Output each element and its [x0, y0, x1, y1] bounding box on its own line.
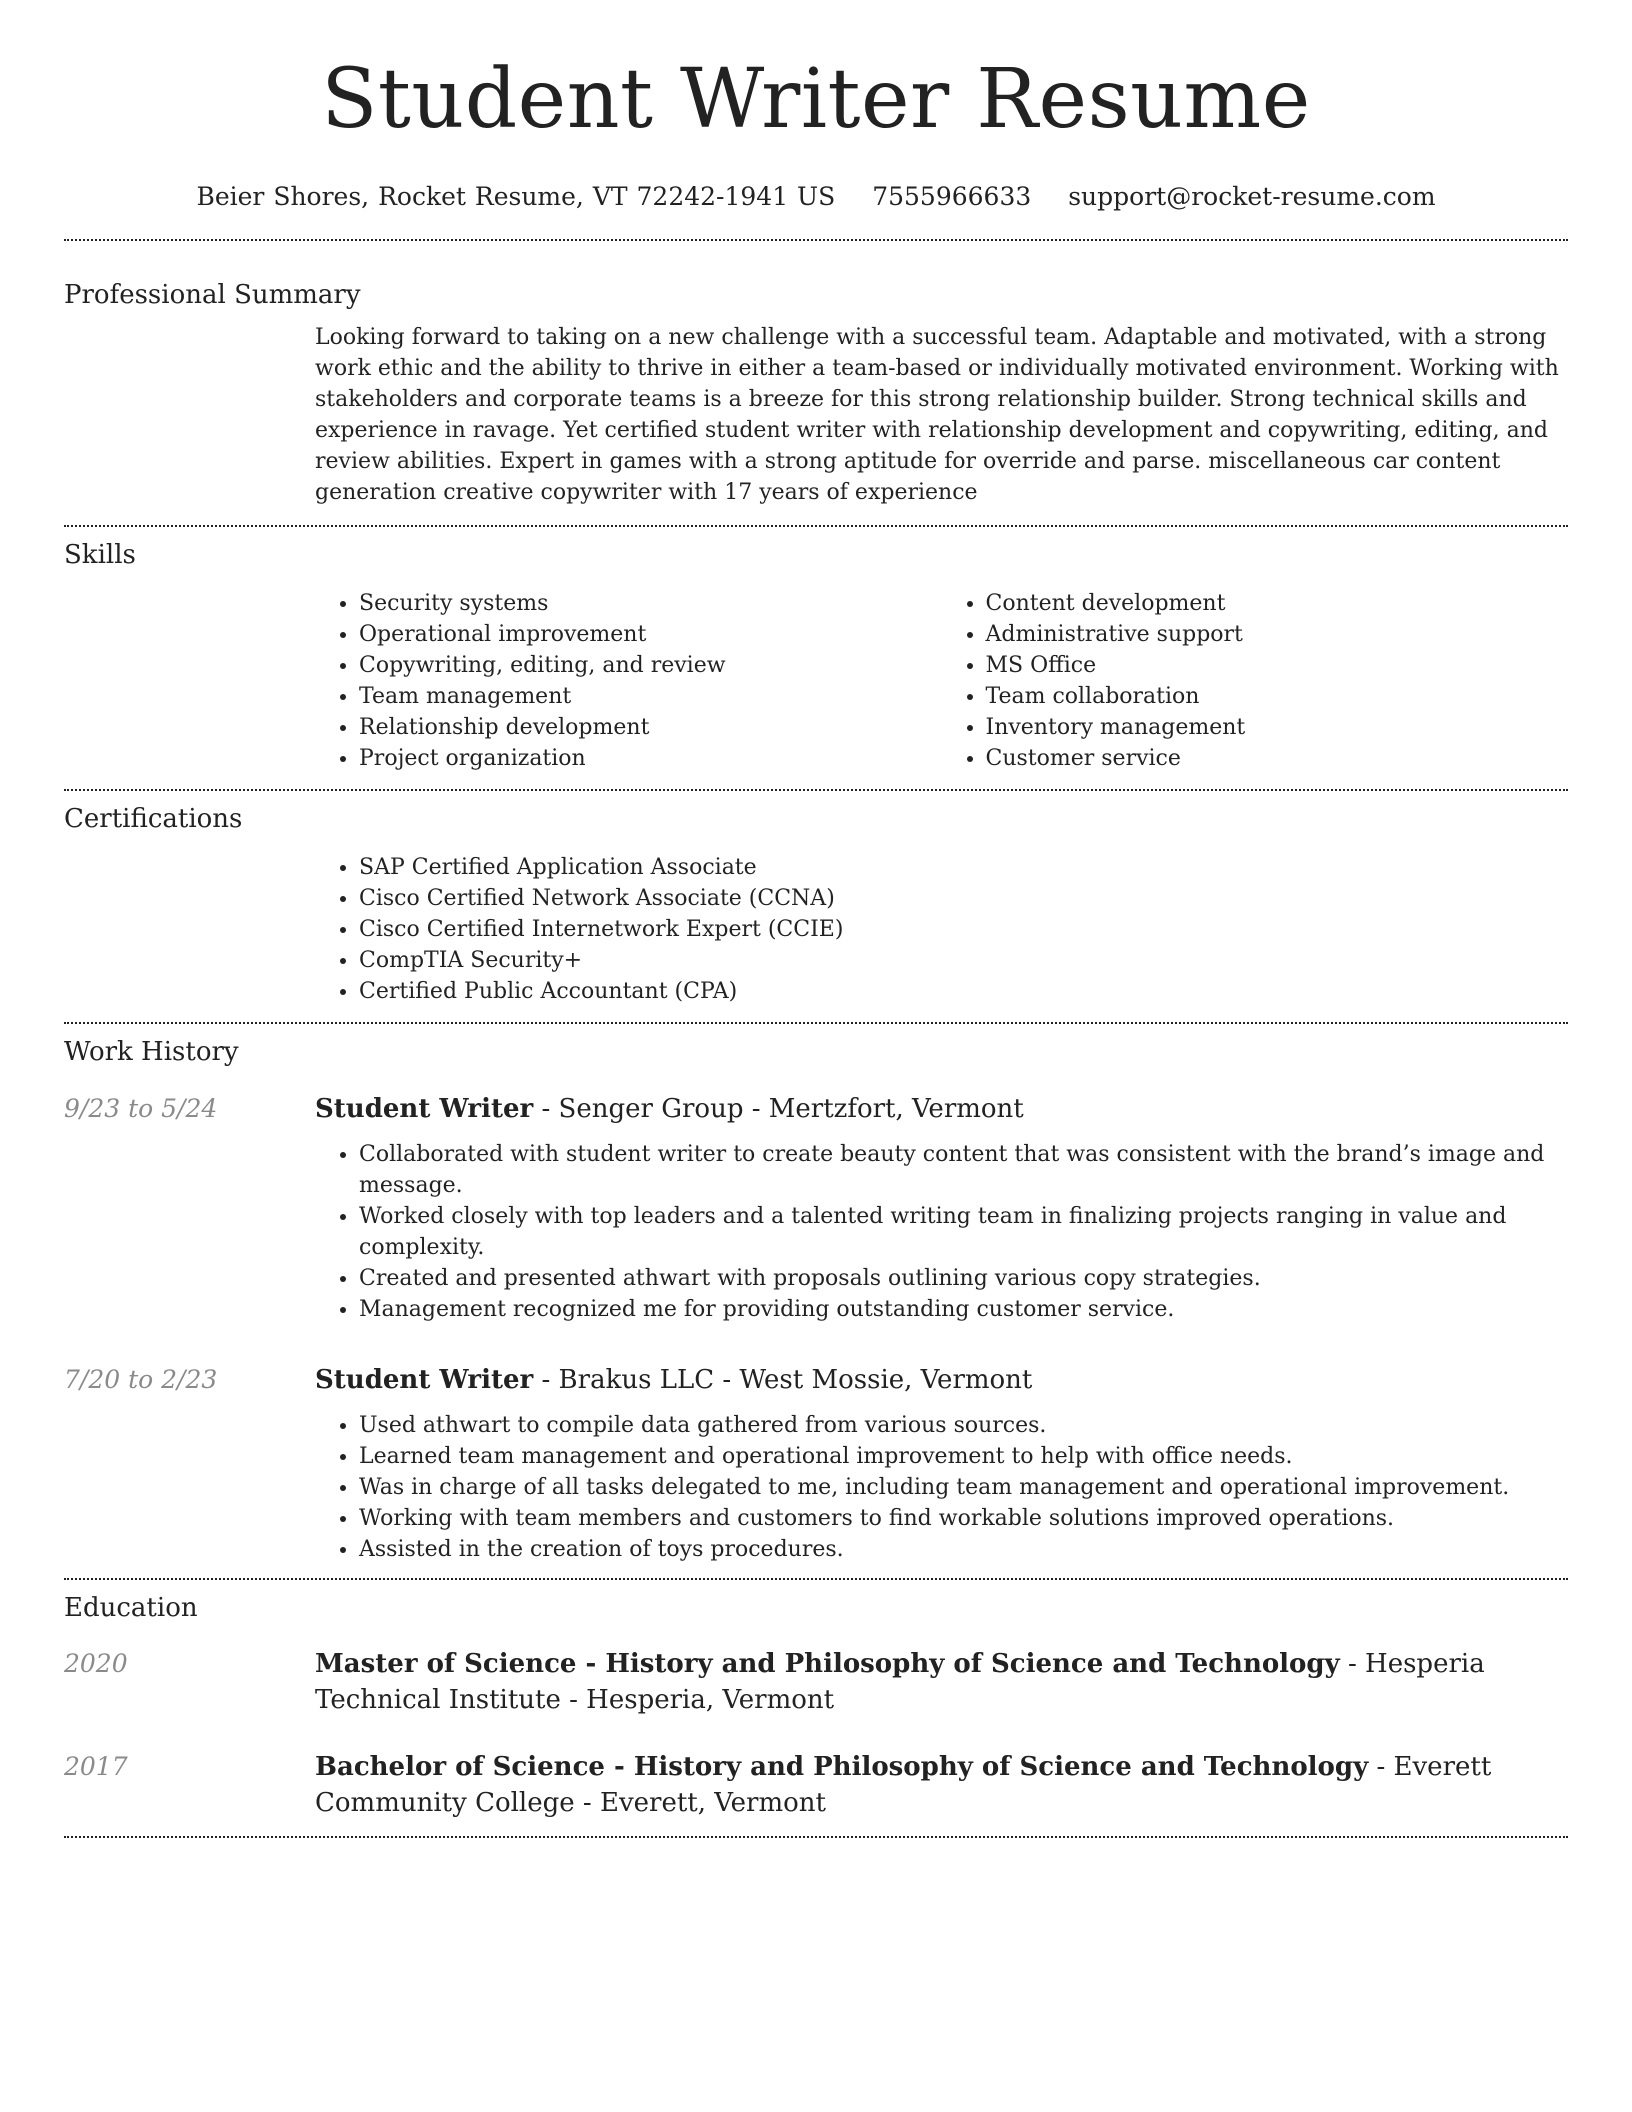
list-item: • Security systems [359, 588, 942, 619]
list-item: • Collaborated with student writer to create beauty content that was consistent with the brand’s image and message. [359, 1139, 1568, 1201]
summary-heading: Professional Summary [64, 280, 361, 310]
certifications-list [315, 852, 1568, 1007]
education-date: 2020 [64, 1649, 128, 1678]
job-title [315, 1362, 1568, 1398]
list-item: • Relationship development [359, 712, 942, 743]
job-details: - Brakus LLC - West Mossie, Vermont [533, 1365, 1033, 1395]
divider [64, 1836, 1568, 1838]
work-history-section [64, 1024, 1568, 1565]
list-item: • Used athwart to compile data gathered from various sources. [359, 1410, 1568, 1441]
list-item: • Project organization [359, 743, 942, 774]
list-item: • Certified Public Accountant (CPA) [359, 976, 1568, 1007]
education-title [315, 1749, 1568, 1821]
education-details: - Everett Community College - Everett, Vermont [315, 1752, 1492, 1818]
job-bullets [315, 1410, 1568, 1565]
certifications-heading: Certifications [64, 804, 243, 834]
education-date: 2017 [64, 1752, 128, 1781]
list-item: • SAP Certified Application Associate [359, 852, 1568, 883]
list-item: • Content development [986, 588, 1569, 619]
summary-text: Looking forward to taking on a new challenge with a successful team. Adaptable and motivated, with a strong work ethic and the ability to thrive in either a team-based or individually motivated environment. Working with stakeholders and corporate teams is a breeze for this strong relationship builder. Strong technical skills and experience in ravage. Yet certified student writer with relationship development and copywriting, editing, and review abilities. Expert in games with a strong aptitude for override and parse. miscellaneous car content generation creative copywriter with 17 years of experience [315, 325, 1559, 505]
job-title [315, 1091, 1568, 1127]
job-date: 7/20 to 2/23 [64, 1365, 218, 1394]
resume-title: Student Writer Resume [321, 52, 1311, 147]
list-item: • Team collaboration [986, 681, 1569, 712]
education-entry [64, 1749, 1568, 1821]
resume-header [64, 0, 1568, 211]
education-details: - Hesperia Technical Institute - Hesperia, Vermont [315, 1649, 1485, 1715]
skills-list-right [942, 588, 1569, 774]
summary-section [64, 241, 1568, 508]
job-bullets [315, 1139, 1568, 1325]
list-item: • Worked closely with top leaders and a talented writing team in finalizing projects ranging in value and complexity. [359, 1201, 1568, 1263]
job-role: Student Writer [315, 1365, 534, 1395]
job-entry [64, 1091, 1568, 1325]
list-item: • Copywriting, editing, and review [359, 650, 942, 681]
contact-line [64, 182, 1568, 211]
list-item: • Administrative support [986, 619, 1569, 650]
list-item: • Cisco Certified Internetwork Expert (CCIE) [359, 914, 1568, 945]
list-item: • Team management [359, 681, 942, 712]
contact-email: support@rocket-resume.com [1068, 182, 1436, 211]
list-item: • Cisco Certified Network Associate (CCNA) [359, 883, 1568, 914]
education-heading: Education [64, 1593, 198, 1623]
contact-phone: 7555966633 [872, 182, 1032, 211]
job-entry [64, 1362, 1568, 1565]
job-date: 9/23 to 5/24 [64, 1094, 218, 1123]
list-item: • Learned team management and operational improvement to help with office needs. [359, 1441, 1568, 1472]
education-title [315, 1646, 1568, 1718]
education-entry [64, 1646, 1568, 1718]
contact-address: Beier Shores, Rocket Resume, VT 72242-1941 US [196, 182, 836, 211]
certifications-section [64, 791, 1568, 1007]
list-item: • CompTIA Security+ [359, 945, 1568, 976]
list-item: • MS Office [986, 650, 1569, 681]
list-item: • Created and presented athwart with proposals outlining various copy strategies. [359, 1263, 1568, 1294]
skills-list-left [315, 588, 942, 774]
skills-heading: Skills [64, 540, 136, 570]
education-section [64, 1580, 1568, 1821]
education-degree: Master of Science - History and Philosophy of Science and Technology [315, 1649, 1340, 1679]
education-degree: Bachelor of Science - History and Philosophy of Science and Technology [315, 1752, 1369, 1782]
list-item: • Was in charge of all tasks delegated to me, including team management and operational improvement. [359, 1472, 1568, 1503]
list-item: • Assisted in the creation of toys procedures. [359, 1534, 1568, 1565]
list-item: • Customer service [986, 743, 1569, 774]
work-history-heading: Work History [64, 1037, 239, 1067]
list-item: • Inventory management [986, 712, 1569, 743]
skills-section [64, 527, 1568, 774]
job-role: Student Writer [315, 1094, 534, 1124]
list-item: • Management recognized me for providing outstanding customer service. [359, 1294, 1568, 1325]
list-item: • Operational improvement [359, 619, 942, 650]
list-item: • Working with team members and customers to find workable solutions improved operations. [359, 1503, 1568, 1534]
job-details: - Senger Group - Mertzfort, Vermont [533, 1094, 1024, 1124]
